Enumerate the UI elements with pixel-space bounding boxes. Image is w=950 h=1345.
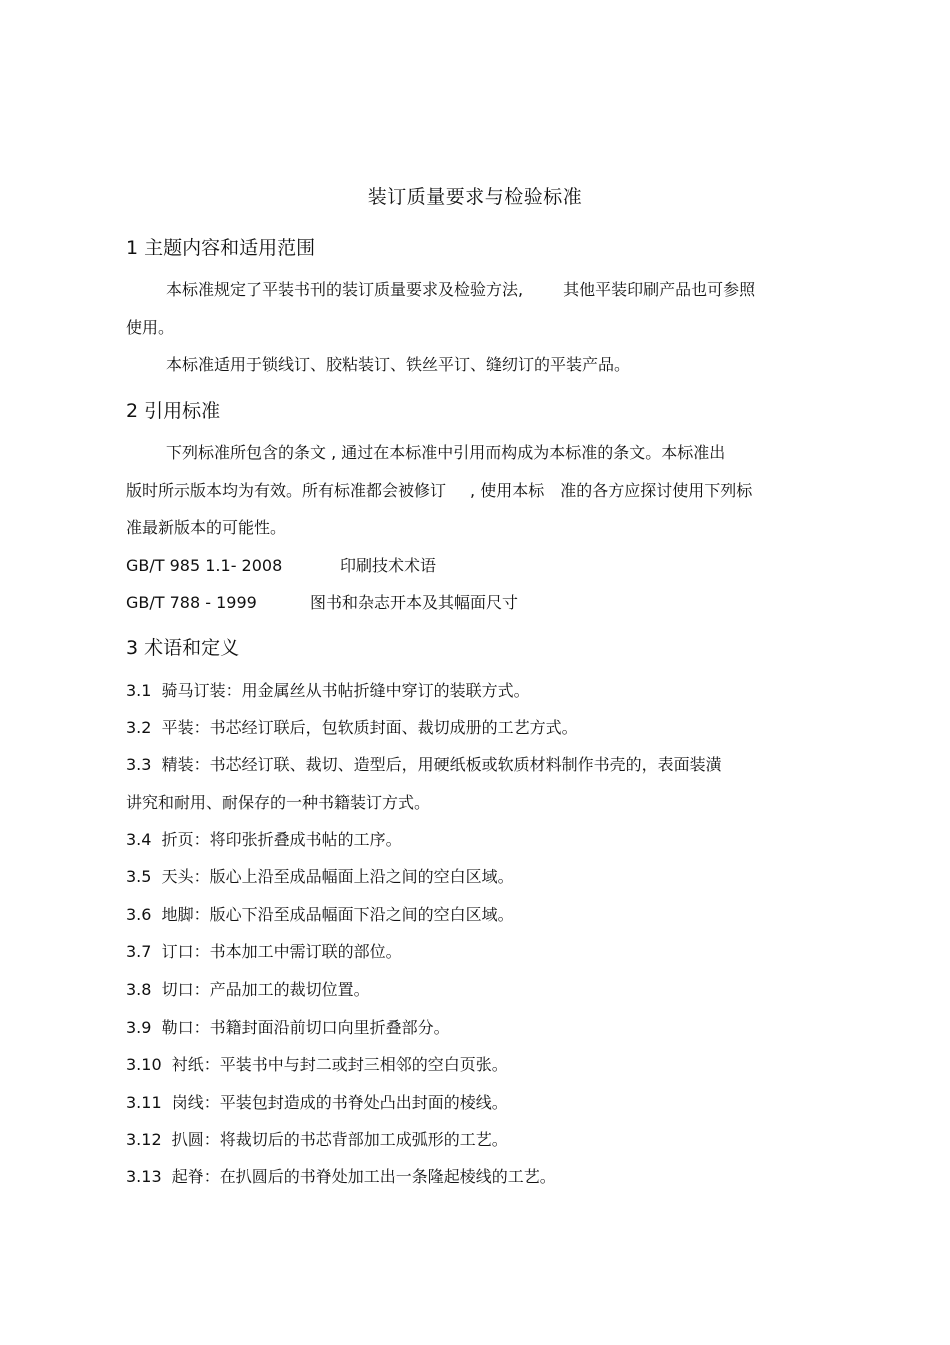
term-item xyxy=(126,1090,508,1113)
section-1-paragraph-1-line-2: 使用。 xyxy=(126,318,175,337)
section-2-heading: 2 引用标准 xyxy=(126,400,221,422)
term-text: 衬纸：平装书中与封二或封三相邻的空白页张。 xyxy=(171,1055,508,1074)
term-item xyxy=(126,1164,556,1187)
section-1-heading: 1 主题内容和适用范围 xyxy=(126,237,316,259)
term-number: 3.3 xyxy=(126,755,152,774)
term-number: 3.9 xyxy=(126,1018,152,1037)
term-text: 地脚：版心下沿至成品幅面下沿之间的空白区域。 xyxy=(161,905,514,924)
term-item xyxy=(126,939,402,962)
term-number: 3.8 xyxy=(126,980,152,999)
term-text: 扒圆：将裁切后的书芯背部加工成弧形的工艺。 xyxy=(171,1130,508,1149)
term-text: 骑马订装：用金属丝从书帖折缝中穿订的装联方式。 xyxy=(161,681,530,700)
term-number: 3.12 xyxy=(126,1130,162,1149)
reference-name: 印刷技术术语 xyxy=(340,556,437,575)
term-text: 勒口：书籍封面沿前切口向里折叠部分。 xyxy=(161,1018,450,1037)
term-text: 平装：书芯经订联后，包软质封面、裁切成册的工艺方式。 xyxy=(161,718,578,737)
reference-row xyxy=(126,553,436,576)
section-2-line-2-part-b: , 使用本标 xyxy=(470,481,545,500)
term-number: 3.5 xyxy=(126,867,152,886)
section-2-paragraph-line-3: 准最新版本的可能性。 xyxy=(126,518,287,537)
term-number: 3.7 xyxy=(126,942,152,961)
term-number: 3.4 xyxy=(126,830,152,849)
term-item xyxy=(126,1127,508,1150)
term-item xyxy=(126,1052,508,1075)
term-number: 3.2 xyxy=(126,718,152,737)
term-item xyxy=(126,902,514,925)
term-number: 3.6 xyxy=(126,905,152,924)
term-item xyxy=(126,678,530,701)
term-text: 订口：书本加工中需订联的部位。 xyxy=(161,942,402,961)
section-1-paragraph-2: 本标准适用于锁线订、胶粘装订、铁丝平订、缝纫订的平装产品。 xyxy=(166,355,631,374)
section-3-heading: 3 术语和定义 xyxy=(126,637,240,659)
section-1-p1-part-a: 本标准规定了平装书刊的装订质量要求及检验方法, xyxy=(166,280,524,299)
section-1-paragraph-1-line-1 xyxy=(166,277,755,300)
section-2-line-2-part-c: 准的各方应探讨使用下列标 xyxy=(560,481,753,500)
term-item xyxy=(126,827,402,850)
term-item xyxy=(126,1015,450,1038)
document-title: 装订质量要求与检验标准 xyxy=(367,186,583,208)
term-text: 切口：产品加工的裁切位置。 xyxy=(161,980,370,999)
term-item xyxy=(126,715,578,738)
term-text: 起脊：在扒圆后的书脊处加工出一条隆起棱线的工艺。 xyxy=(171,1167,556,1186)
term-text: 折页：将印张折叠成书帖的工序。 xyxy=(161,830,402,849)
reference-row xyxy=(126,590,518,613)
term-item-continuation: 讲究和耐用、耐保存的一种书籍装订方式。 xyxy=(126,793,431,812)
term-number: 3.10 xyxy=(126,1055,162,1074)
term-number: 3.13 xyxy=(126,1167,162,1186)
term-text: 天头：版心上沿至成品幅面上沿之间的空白区域。 xyxy=(161,867,514,886)
section-2-paragraph-line-1: 下列标准所包含的条文 , 通过在本标准中引用而构成为本标准的条文。本标准出 xyxy=(166,443,726,462)
term-number: 3.11 xyxy=(126,1093,162,1112)
reference-name: 图书和杂志开本及其幅面尺寸 xyxy=(310,593,519,612)
section-1-p1-part-b: 其他平装印刷产品也可参照 xyxy=(563,280,756,299)
section-2-paragraph-line-2 xyxy=(126,478,752,501)
term-text: 精装：书芯经订联、裁切、造型后，用硬纸板或软质材料制作书壳的，表面装潢 xyxy=(161,755,722,774)
reference-code: GB/T 788 - 1999 xyxy=(126,593,257,612)
term-item xyxy=(126,864,514,887)
term-text: 岗线：平装包封造成的书脊处凸出封面的棱线。 xyxy=(171,1093,508,1112)
section-2-line-2-part-a: 版时所示版本均为有效。所有标准都会被修订 xyxy=(126,481,447,500)
term-item xyxy=(126,752,722,775)
term-item xyxy=(126,977,370,1000)
term-number: 3.1 xyxy=(126,681,152,700)
reference-code: GB/T 985 1.1- 2008 xyxy=(126,556,283,575)
